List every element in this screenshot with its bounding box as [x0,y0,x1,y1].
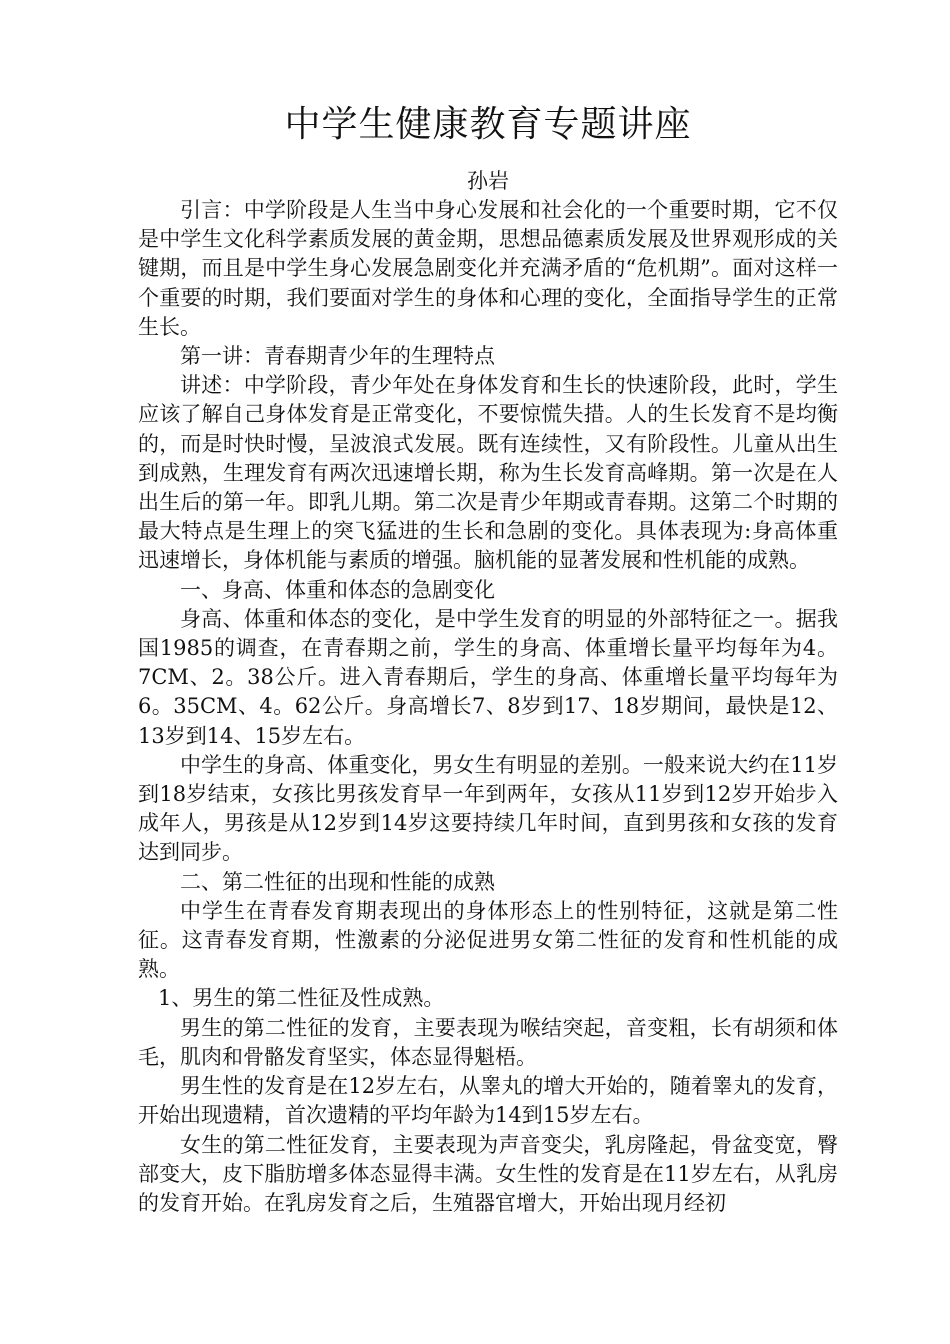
paragraph-female-development: 女生的第二性征发育，主要表现为声音变尖，乳房隆起，骨盆变宽，臀部变大，皮下脂肪增多体态显得丰满。女生性的发育是在11岁左右，从乳房的发育开始。在乳房发育之后，生殖器官增大，开始出现月经初 [138,1132,838,1215]
paragraph-lecture-1-narration: 讲述：中学阶段，青少年处在身体发育和生长的快速阶段，此时，学生应该了解自己身体发育是正常变化，不要惊慌失措。人的生长发育不是均衡的，而是时快时慢，呈波浪式发展。既有连续性，又有阶段性。儿童从出生到成熟，生理发育有两次迅速增长期，称为生长发育高峰期。第一次是在人出生后的第一年。即乳儿期。第二次是青少年期或青春期。这第二个时期的最大特点是生理上的突飞猛进的生长和急剧的变化。具体表现为:身高体重迅速增长，身体机能与素质的增强。脑机能的显著发展和性机能的成熟。 [138,373,838,573]
paragraph-secondary-sex-characteristics: 中学生在青春发育期表现出的身体形态上的性别特征，这就是第二性征。这青春发育期，性激素的分泌促进男女第二性征的发育和性机能的成熟。 [138,898,838,982]
document-title: 中学生健康教育专题讲座 [284,104,692,145]
document-author: 孙岩 [467,169,509,193]
subsection-heading-2: 二、第二性征的出现和性能的成熟 [180,869,495,894]
paragraph-gender-difference: 中学生的身高、体重变化，男女生有明显的差别。一般来说大约在11岁到18岁结束，女孩比男孩发育早一年到两年，女孩从11岁到12岁开始步入成年人，男孩是从12岁到14岁这要持续几年时间，直到男孩和女孩的发育达到同步。 [138,752,838,865]
list-heading-male: 1、男生的第二性征及性成熟。 [158,986,445,1011]
paragraph-height-weight: 身高、体重和体态的变化，是中学生发育的明显的外部特征之一。据我国1985的调查，在青春期之前，学生的身高、体重增长量平均每年为4。7CM、2。38公斤。进入青春期后，学生的身高、体重增长量平均每年为6。35CM、4。62公斤。身高增长7、8岁到17、18岁期间，最快是12、13岁到14、15岁左右。 [138,606,838,748]
document-page [138,100,838,1218]
paragraph-male-development: 男生的第二性征的发育，主要表现为喉结突起，音变粗，长有胡须和体毛，肌肉和骨骼发育坚实，体态显得魁梧。 [138,1015,838,1069]
paragraph-male-maturity: 男生性的发育是在12岁左右，从睾丸的增大开始的，随着睾丸的发育，开始出现遗精，首次遗精的平均年龄为14到15岁左右。 [138,1074,838,1128]
section-heading-lecture-1: 第一讲：青春期青少年的生理特点 [180,344,495,369]
subsection-heading-1: 一、身高、体重和体态的急剧变化 [180,577,495,602]
paragraph-intro: 引言：中学阶段是人生当中身心发展和社会化的一个重要时期，它不仅是中学生文化科学素质发展的黄金期，思想品德素质发展及世界观形成的关键期，而且是中学生身心发展急剧变化并充满矛盾的“危机期”。面对这样一个重要的时期，我们要面对学生的身体和心理的变化，全面指导学生的正常生长。 [138,198,838,339]
